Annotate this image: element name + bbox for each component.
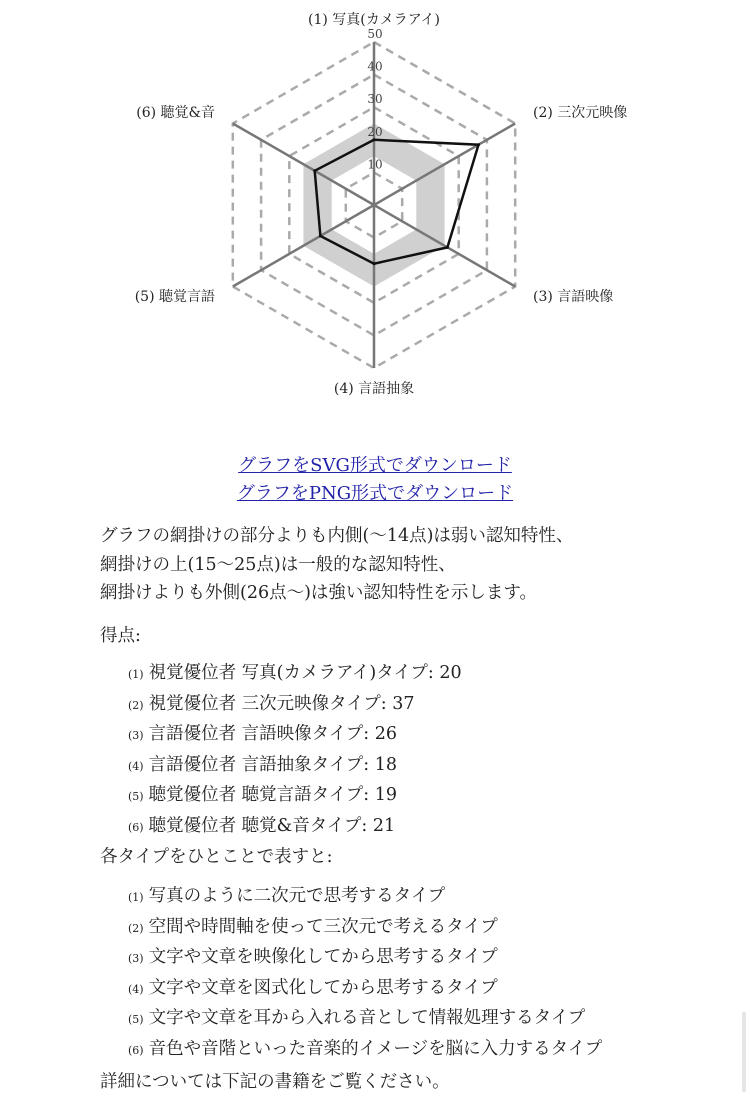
type-item xyxy=(128,913,602,944)
item-number: (1) xyxy=(128,891,144,904)
score-item xyxy=(128,690,462,721)
item-number: (2) xyxy=(128,698,144,712)
score-point xyxy=(446,246,449,249)
radar-axes xyxy=(233,42,515,368)
types-heading: 各タイプをひとことで表すと: xyxy=(100,847,333,867)
score-item xyxy=(128,751,462,782)
item-number: (3) xyxy=(128,952,144,965)
description xyxy=(100,522,720,608)
item-text: 音色や音階といった音楽的イメージを脳に入力するタイプ xyxy=(148,1038,603,1059)
item-number: (5) xyxy=(128,790,144,803)
score-item xyxy=(128,720,462,751)
footer-note: 詳細については下記の書籍をご覧ください。 xyxy=(100,1072,450,1092)
download-png-link[interactable]: グラフをPNG形式でダウンロード xyxy=(236,483,514,504)
scrollbar[interactable] xyxy=(742,1012,746,1092)
score-item xyxy=(128,781,462,812)
tick-label: 50 xyxy=(367,27,383,41)
score-point xyxy=(373,262,376,265)
type-item xyxy=(128,1035,602,1066)
type-item xyxy=(128,943,602,974)
tick-label: 10 xyxy=(367,157,383,172)
axis-label: (4) 言語抽象 xyxy=(333,381,415,397)
download-links xyxy=(0,452,750,508)
scores-list xyxy=(128,659,462,842)
item-text: 言語優位者 言語抽象タイプ: 18 xyxy=(148,754,398,775)
axis-label: (6) 聴覚&音 xyxy=(136,105,215,121)
axis-label: (5) 聴覚言語 xyxy=(134,289,215,305)
axis-label: (2) 三次元映像 xyxy=(533,105,628,121)
item-text: 文字や文章を耳から入れる音として情報処理するタイプ xyxy=(148,1008,586,1028)
item-text: 聴覚優位者 聴覚言語タイプ: 19 xyxy=(148,785,398,805)
item-text: 聴覚優位者 聴覚&音タイプ: 21 xyxy=(148,815,396,836)
item-number: (4) xyxy=(128,982,144,996)
item-text: 視覚優位者 三次元映像タイプ: 37 xyxy=(148,693,415,714)
type-item xyxy=(128,1004,602,1035)
item-number: (6) xyxy=(128,1043,144,1057)
description-line: 網掛けよりも外側(26点〜)は強い認知特性を示します。 xyxy=(100,583,538,603)
item-text: 文字や文章を図式化してから思考するタイプ xyxy=(148,977,498,998)
types-list xyxy=(128,882,602,1065)
item-text: 写真のように二次元で思考するタイプ xyxy=(148,886,446,906)
item-text: 文字や文章を映像化してから思考するタイプ xyxy=(148,947,498,967)
axis-label: (3) 言語映像 xyxy=(533,289,614,305)
tick-label: 40 xyxy=(367,59,383,74)
score-item xyxy=(128,812,462,843)
scores-heading: 得点: xyxy=(100,626,141,646)
item-number: (6) xyxy=(128,820,144,834)
description-line: グラフの網掛けの部分よりも内側(〜14点)は弱い認知特性、 xyxy=(100,526,574,546)
item-text: 言語優位者 言語映像タイプ: 26 xyxy=(148,724,398,744)
score-item xyxy=(128,659,462,690)
score-point xyxy=(313,169,316,172)
tick-label: 30 xyxy=(367,92,383,107)
download-svg-link[interactable]: グラフをSVG形式でダウンロード xyxy=(238,455,512,476)
axis-label: (1) 写真(カメラアイ) xyxy=(308,12,440,28)
score-point xyxy=(477,143,480,146)
item-number: (3) xyxy=(128,729,144,742)
type-item xyxy=(128,882,602,913)
item-number: (1) xyxy=(128,668,144,681)
item-number: (4) xyxy=(128,759,144,773)
item-text: 視覚優位者 写真(カメラアイ)タイプ: 20 xyxy=(148,663,462,683)
score-point xyxy=(319,235,322,238)
type-item xyxy=(128,974,602,1005)
radar-chart xyxy=(0,0,750,420)
tick-label: 20 xyxy=(367,124,383,139)
description-line: 網掛けの上(15〜25点)は一般的な認知特性、 xyxy=(100,554,456,575)
item-text: 空間や時間軸を使って三次元で考えるタイプ xyxy=(148,916,498,937)
item-number: (2) xyxy=(128,921,144,935)
item-number: (5) xyxy=(128,1013,144,1026)
